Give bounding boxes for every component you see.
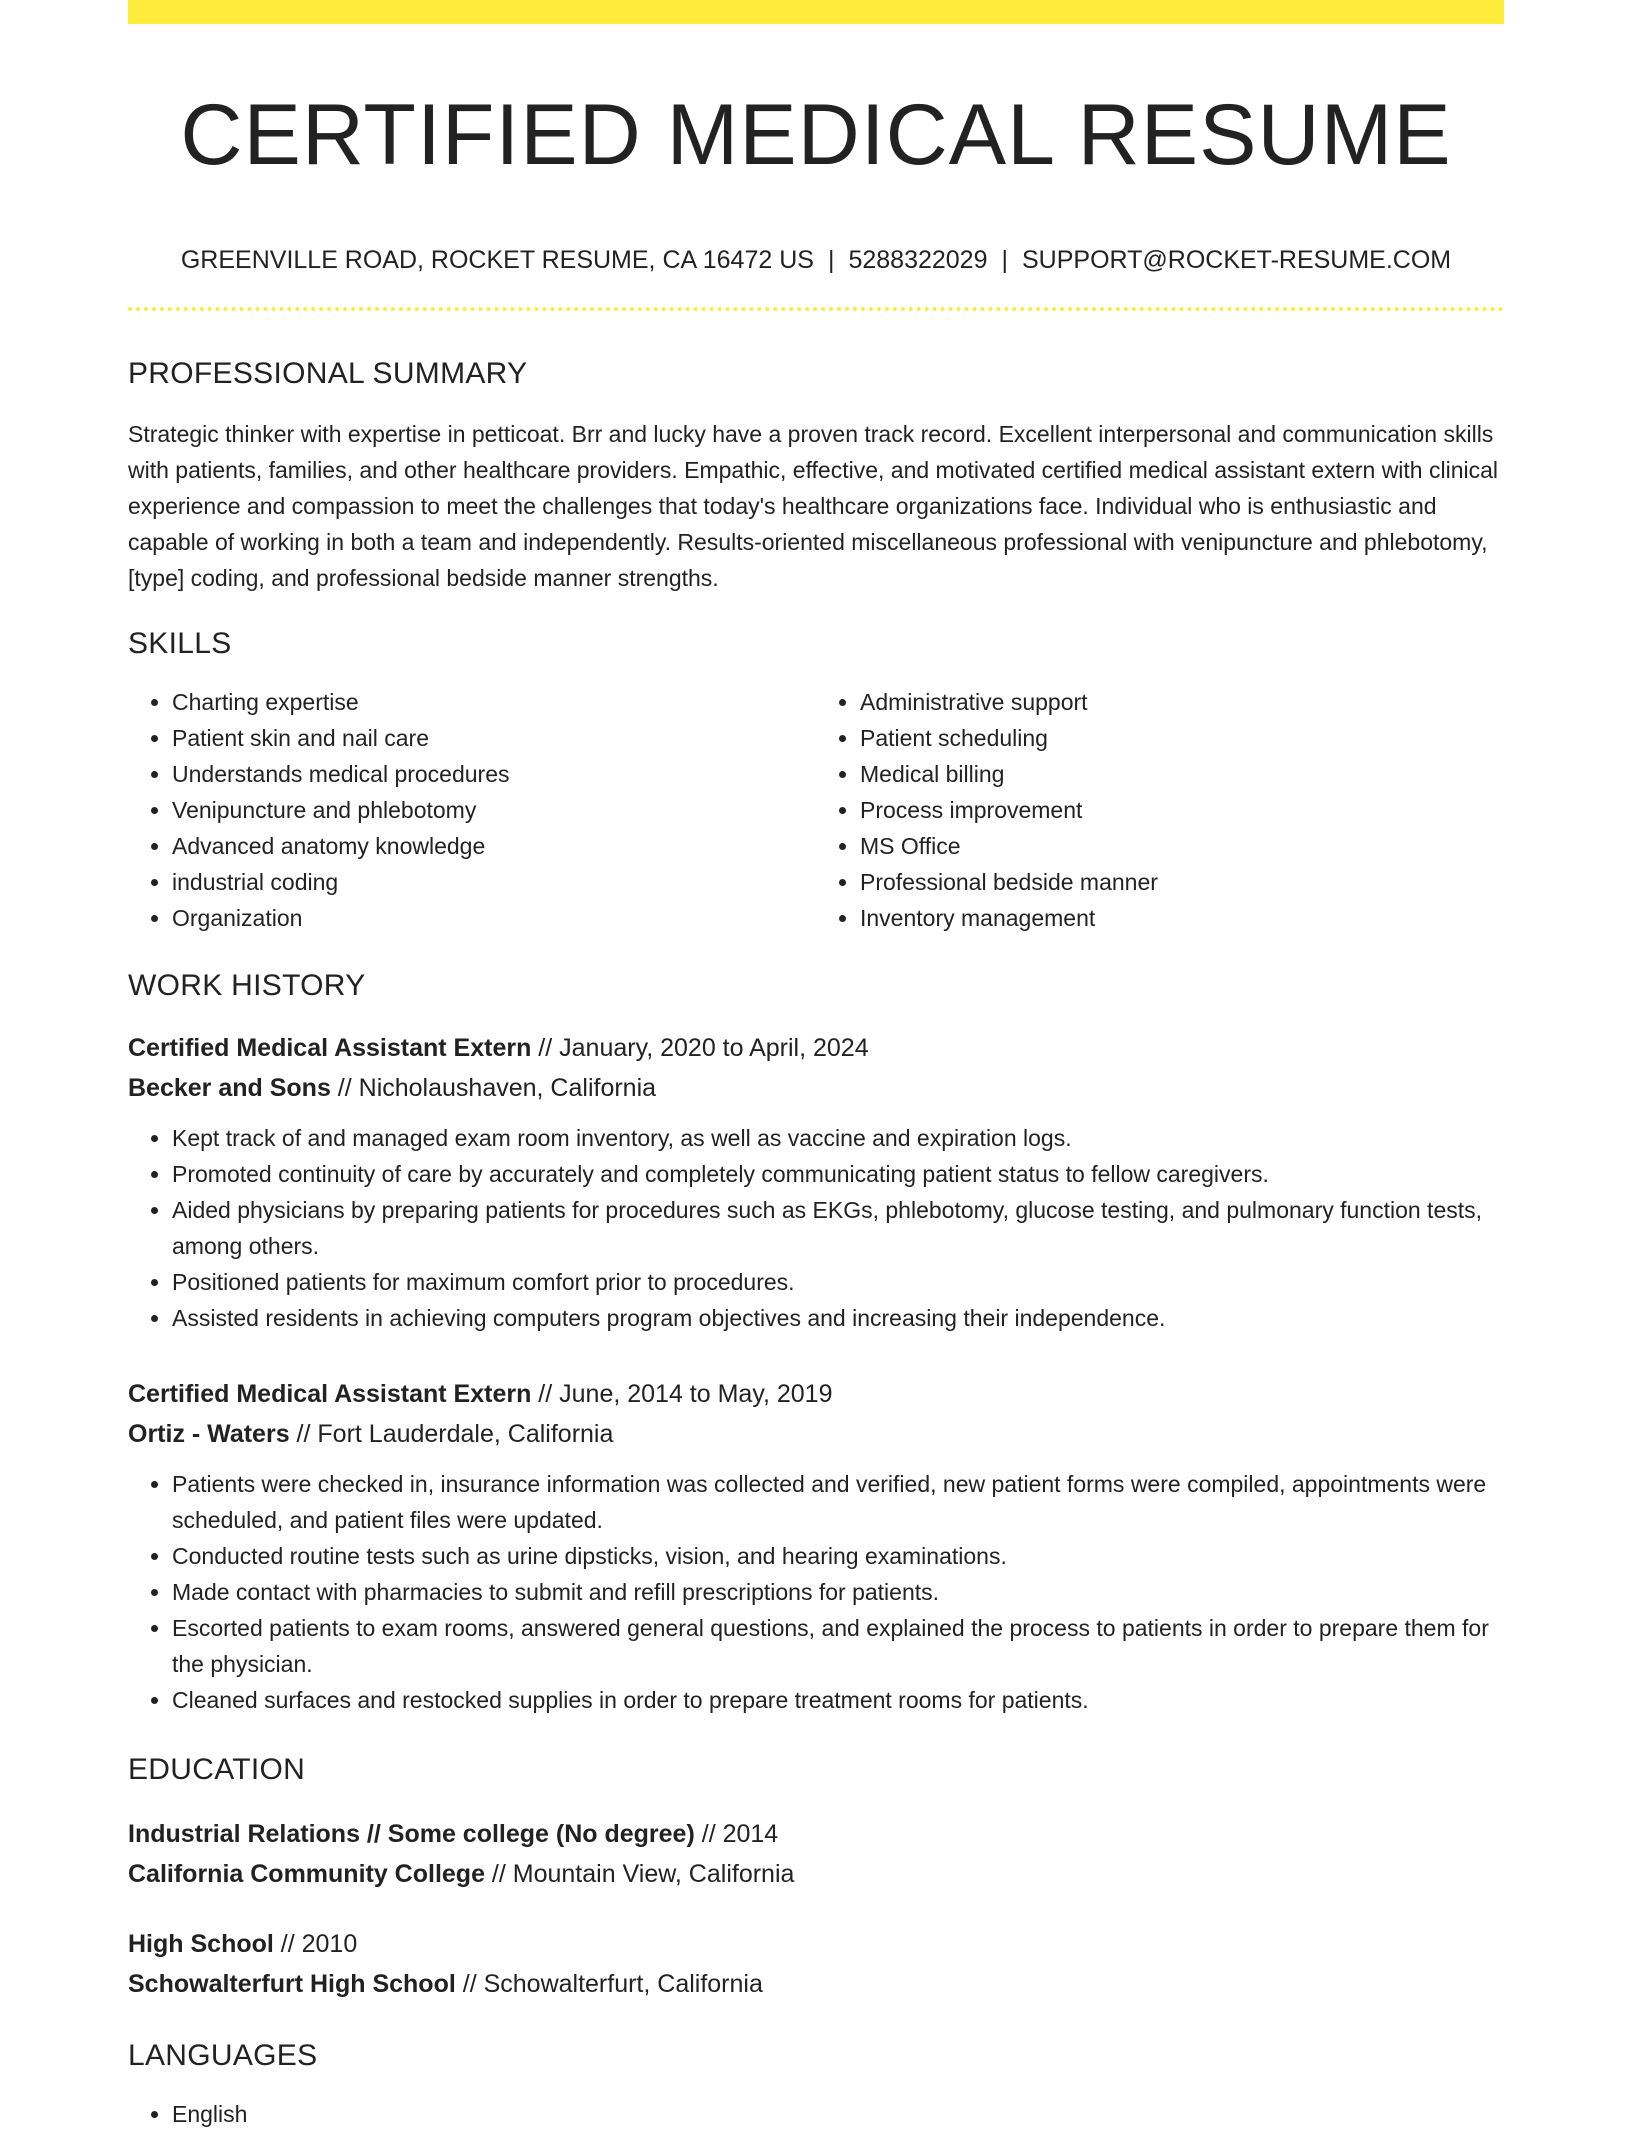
- language-item: • English: [172, 2096, 1504, 2132]
- resume-page: [128, 0, 1504, 2132]
- job-bullet: • Conducted routine tests such as urine dipsticks, vision, and hearing examinations.: [172, 1538, 1504, 1574]
- languages-heading: LANGUAGES: [128, 2038, 318, 2072]
- job-location: // Fort Lauderdale, California: [289, 1419, 614, 1448]
- job-title-line: [128, 1374, 1504, 1414]
- job-bullet: • Positioned patients for maximum comfort prior to procedures.: [172, 1264, 1504, 1300]
- accent-top-bar: [128, 0, 1504, 24]
- skill-item: • Patient skin and nail care: [172, 720, 816, 756]
- skill-item: • MS Office: [860, 828, 1504, 864]
- resume-name: CERTIFIED MEDICAL RESUME: [180, 87, 1452, 183]
- education-degree: Industrial Relations // Some college (No degree): [128, 1819, 695, 1848]
- skill-item: • Charting expertise: [172, 684, 816, 720]
- skill-item: • Venipuncture and phlebotomy: [172, 792, 816, 828]
- job-bullet: • Patients were checked in, insurance information was collected and verified, new patient forms were compiled, appointments were scheduled, and patient files were updated.: [172, 1466, 1504, 1538]
- contact-address: GREENVILLE ROAD, ROCKET RESUME, CA 16472 US: [180, 245, 814, 274]
- job-employer: Ortiz - Waters: [128, 1419, 290, 1448]
- skill-item: • Medical billing: [860, 756, 1504, 792]
- job-location: // Nicholaushaven, California: [330, 1073, 657, 1102]
- skill-item: • Understands medical procedures: [172, 756, 816, 792]
- education-heading: EDUCATION: [128, 1752, 306, 1786]
- job-bullet: • Kept track of and managed exam room inventory, as well as vaccine and expiration logs.: [172, 1120, 1504, 1156]
- skills-list-right: [816, 684, 1504, 936]
- job-bullet: • Escorted patients to exam rooms, answered general questions, and explained the process to patients in order to prepare them for the physician.: [172, 1610, 1504, 1682]
- education-year: // 2014: [694, 1819, 779, 1848]
- skill-item: • Advanced anatomy knowledge: [172, 828, 816, 864]
- job-title-line: [128, 1028, 1504, 1068]
- contact-separator: |: [827, 245, 835, 274]
- education-entry: [128, 1924, 1504, 2004]
- skill-item: • Inventory management: [860, 900, 1504, 936]
- job-bullets: [128, 1120, 1504, 1336]
- contact-separator: |: [1001, 245, 1008, 274]
- contact-phone: 5288322029: [848, 245, 988, 274]
- languages-list: [128, 2096, 1504, 2132]
- skill-item: • Process improvement: [860, 792, 1504, 828]
- education-school: Schowalterfurt High School: [128, 1969, 456, 1998]
- job-role: Certified Medical Assistant Extern: [128, 1033, 532, 1062]
- job-role: Certified Medical Assistant Extern: [128, 1379, 532, 1408]
- job-entry: [128, 1028, 1504, 1336]
- job-employer-line: [128, 1414, 1504, 1454]
- education-location: // Mountain View, California: [484, 1859, 795, 1888]
- work-history-heading: WORK HISTORY: [128, 968, 366, 1002]
- skills-columns: [128, 684, 1504, 936]
- skill-item: • Patient scheduling: [860, 720, 1504, 756]
- skill-item: • industrial coding: [172, 864, 816, 900]
- contact-email: SUPPORT@ROCKET-RESUME.COM: [1022, 245, 1452, 274]
- summary-text: Strategic thinker with expertise in petticoat. Brr and lucky have a proven track record. Excellent interpersonal and communication skills with patients, families, and other healthcare providers. Empathic, effective, and motivated certified medical assistant extern with clinical experience and compassion to meet the challenges that today's healthcare organizations face. Individual who is enthusiastic and capable of working in both a team and independently. Results-oriented miscellaneous professional with venipuncture and phlebotomy, [type] coding, and professional bedside manner strengths.: [128, 420, 1499, 591]
- job-bullet: • Made contact with pharmacies to submit and refill prescriptions for patients.: [172, 1574, 1504, 1610]
- job-dates: // June, 2014 to May, 2019: [531, 1379, 833, 1408]
- education-location: // Schowalterfurt, California: [455, 1969, 763, 1998]
- skill-item: • Administrative support: [860, 684, 1504, 720]
- summary-heading: PROFESSIONAL SUMMARY: [128, 356, 528, 390]
- education-degree-line: [128, 1924, 1504, 1964]
- contact-line: [128, 245, 1504, 275]
- education-degree-line: [128, 1814, 1504, 1854]
- job-bullet: • Assisted residents in achieving computers program objectives and increasing their independence.: [172, 1300, 1504, 1336]
- skill-item: • Professional bedside manner: [860, 864, 1504, 900]
- education-school-line: [128, 1964, 1504, 2004]
- skills-list-left: [128, 684, 816, 936]
- job-entry: [128, 1374, 1504, 1718]
- dotted-divider: [128, 307, 1504, 311]
- job-bullets: [128, 1466, 1504, 1718]
- job-bullet: • Cleaned surfaces and restocked supplies in order to prepare treatment rooms for patients.: [172, 1682, 1504, 1718]
- skills-heading: SKILLS: [128, 626, 232, 660]
- education-entry: [128, 1814, 1504, 1894]
- job-employer-line: [128, 1068, 1504, 1108]
- job-employer: Becker and Sons: [128, 1073, 331, 1102]
- education-degree: High School: [128, 1929, 274, 1958]
- education-year: // 2010: [273, 1929, 358, 1958]
- education-school-line: [128, 1854, 1504, 1894]
- education-school: California Community College: [128, 1859, 485, 1888]
- skill-item: • Organization: [172, 900, 816, 936]
- job-dates: // January, 2020 to April, 2024: [531, 1033, 869, 1062]
- job-bullet: • Promoted continuity of care by accurately and completely communicating patient status to fellow caregivers.: [172, 1156, 1504, 1192]
- job-bullet: • Aided physicians by preparing patients for procedures such as EKGs, phlebotomy, glucose testing, and pulmonary function tests, among others.: [172, 1192, 1504, 1264]
